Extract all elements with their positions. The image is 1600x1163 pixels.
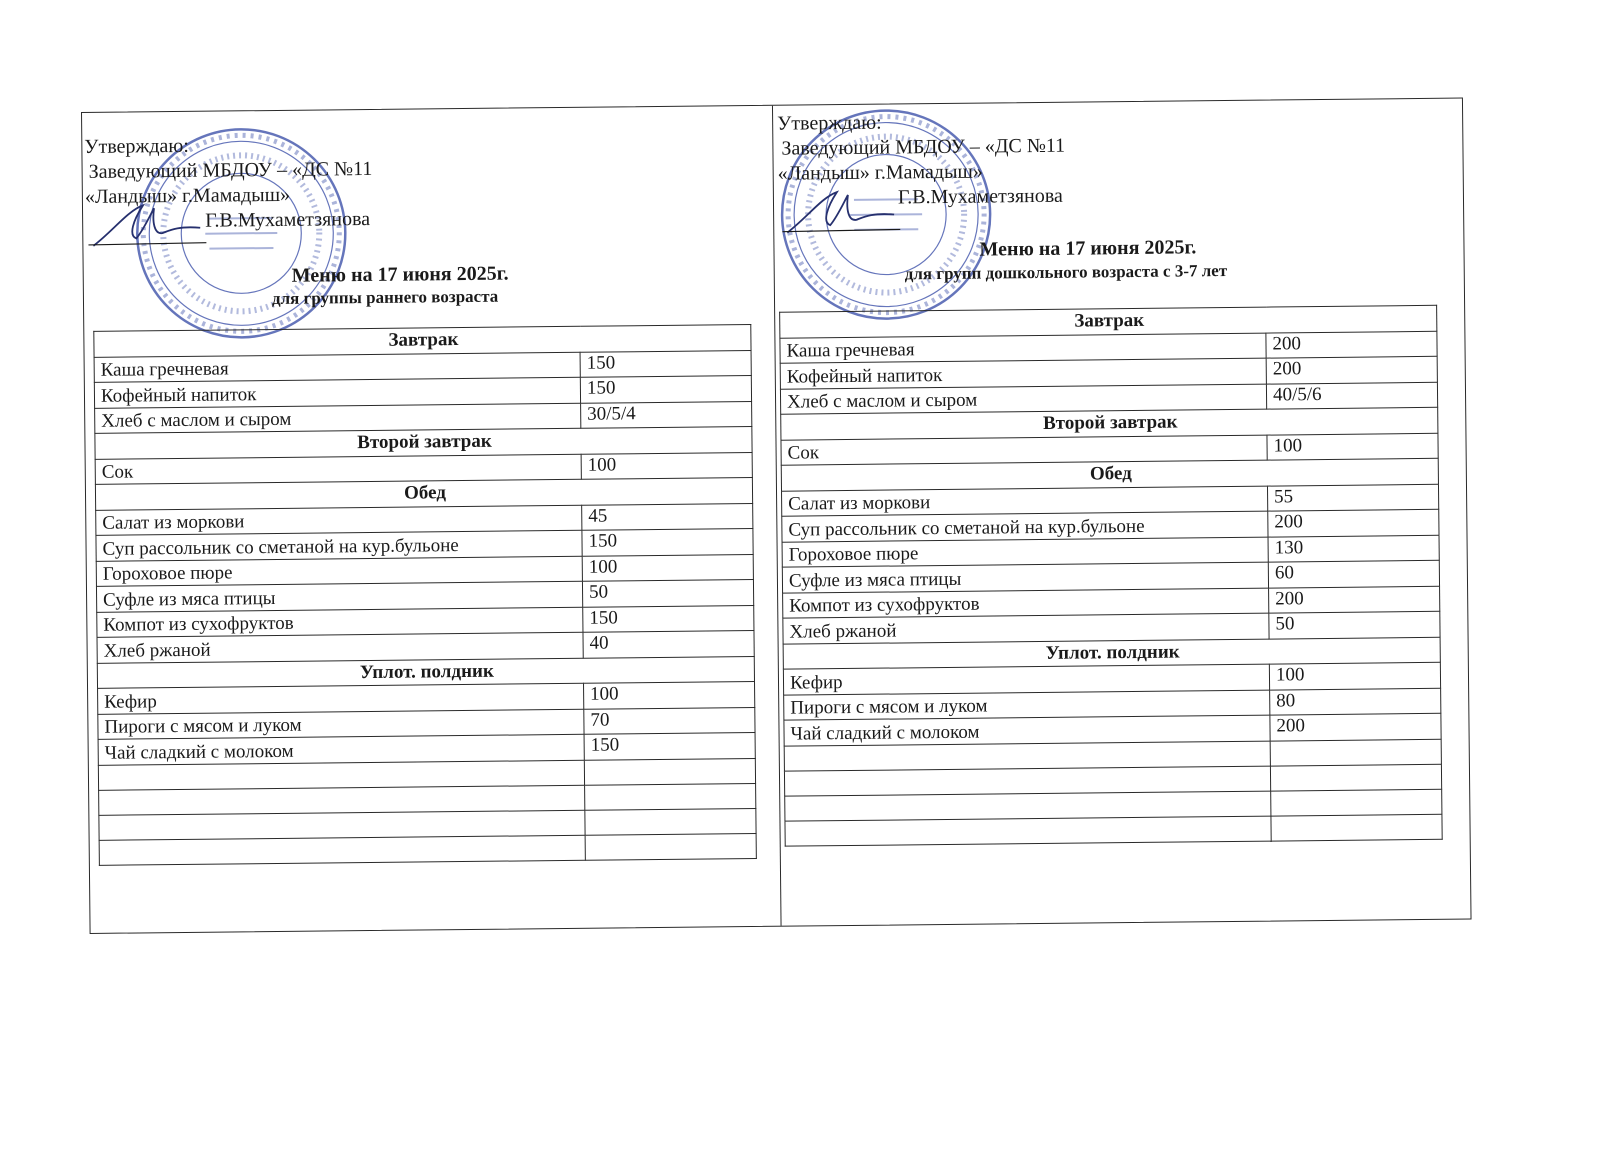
empty-cell [1271, 789, 1442, 816]
empty-cell [585, 833, 756, 860]
approval-position: Заведующий МБДОУ – «ДС №11 [781, 134, 1066, 160]
dish-name: Суфле из мяса птицы [96, 581, 582, 612]
portion-weight: 150 [583, 605, 754, 632]
portion-weight: 100 [1269, 662, 1440, 689]
portion-weight: 200 [1268, 509, 1439, 536]
dish-name: Чай сладкий с молоком [98, 734, 584, 765]
menu-table [93, 324, 757, 865]
portion-weight: 100 [1267, 433, 1438, 460]
dish-name: Хлеб ржаной [783, 613, 1269, 644]
approval-position: Заведующий МБДОУ – «ДС №11 [88, 157, 373, 183]
portion-weight: 40/5/6 [1266, 382, 1437, 409]
approval-label: Утверждаю: [777, 111, 882, 135]
portion-weight: 50 [1269, 611, 1440, 638]
empty-cell [584, 758, 755, 785]
dish-name: Пироги с мясом и луком [784, 690, 1270, 721]
approval-block [84, 132, 373, 235]
dish-name: Компот из сухофруктов [97, 607, 583, 638]
portion-weight: 40 [583, 630, 754, 657]
dish-name: Кефир [783, 664, 1269, 695]
menu-title: Меню на 17 июня 2025г. [291, 262, 509, 287]
portion-weight: 100 [581, 452, 752, 479]
approval-organization: «Ландыш» г.Мамадыш» [84, 183, 291, 208]
dish-name: Кефир [98, 683, 584, 714]
empty-cell [99, 835, 585, 865]
dish-name: Компот из сухофруктов [783, 588, 1269, 619]
portion-weight: 80 [1270, 688, 1441, 715]
empty-cell [585, 783, 756, 810]
portion-weight: 50 [582, 579, 753, 606]
portion-weight: 200 [1270, 713, 1441, 740]
portion-weight: 150 [582, 528, 753, 555]
portion-weight: 150 [584, 732, 755, 759]
approval-block [777, 109, 1066, 212]
empty-cell [1270, 739, 1441, 766]
portion-weight: 200 [1269, 586, 1440, 613]
menu-table [779, 305, 1443, 846]
dish-name: Чай сладкий с молоком [784, 715, 1270, 746]
section-header: Уплот. полдник [97, 656, 754, 688]
portion-weight: 55 [1267, 484, 1438, 511]
section-header: Завтрак [780, 305, 1437, 337]
dish-name: Хлеб ржаной [97, 632, 583, 663]
dish-name: Хлеб с маслом и сыром [95, 403, 581, 434]
empty-cell [1271, 814, 1442, 841]
section-header: Обед [95, 477, 752, 509]
approval-signatory: Г.В.Мухаметзянова [205, 207, 371, 232]
dish-name: Суп рассольник со сметаной на кур.бульоне [96, 530, 582, 561]
dish-name: Суфле из мяса птицы [782, 562, 1268, 593]
dish-name: Кофейный напиток [94, 377, 580, 408]
dish-name: Гороховое пюре [782, 537, 1268, 568]
dish-name: Суп рассольник со сметаной на кур.бульоне [782, 511, 1268, 542]
dish-name: Сок [781, 435, 1267, 466]
empty-cell [585, 808, 756, 835]
section-header: Второй завтрак [781, 407, 1438, 439]
left-menu-panel [82, 106, 781, 933]
dish-name: Каша гречневая [94, 352, 580, 383]
menu-subtitle: для группы раннего возраста [271, 286, 499, 309]
portion-weight: 200 [1266, 331, 1437, 358]
section-header: Обед [781, 458, 1438, 490]
empty-cell [1270, 764, 1441, 791]
menu-subtitle: для групп дошкольного возраста с 3-7 лет [904, 261, 1228, 284]
portion-weight: 70 [584, 707, 755, 734]
approval-label: Утверждаю: [84, 134, 189, 158]
portion-weight: 30/5/4 [581, 401, 752, 428]
empty-cell [785, 816, 1271, 846]
portion-weight: 100 [584, 681, 755, 708]
menu-sheet [81, 98, 1472, 934]
dish-name: Салат из моркови [96, 505, 582, 536]
menu-title: Меню на 17 июня 2025г. [979, 236, 1197, 261]
section-header: Уплот. полдник [783, 637, 1440, 669]
dish-name: Каша гречневая [780, 333, 1266, 364]
dish-name: Салат из моркови [782, 486, 1268, 517]
portion-weight: 45 [582, 503, 753, 530]
dish-name: Сок [95, 454, 581, 485]
portion-weight: 60 [1268, 560, 1439, 587]
approval-organization: «Ландыш» г.Мамадыш» [777, 160, 983, 185]
section-header: Второй завтрак [95, 426, 752, 458]
dish-name: Хлеб с маслом и сыром [780, 384, 1266, 415]
portion-weight: 150 [580, 375, 751, 402]
dish-name: Пироги с мясом и луком [98, 709, 584, 740]
portion-weight: 150 [580, 350, 751, 377]
dish-name: Гороховое пюре [96, 556, 582, 587]
portion-weight: 100 [582, 554, 753, 581]
right-menu-panel [772, 99, 1472, 926]
portion-weight: 200 [1266, 356, 1437, 383]
portion-weight: 130 [1268, 535, 1439, 562]
approval-signatory: Г.В.Мухаметзянова [897, 184, 1063, 209]
section-header: Завтрак [94, 324, 751, 356]
dish-name: Кофейный напиток [780, 358, 1266, 389]
